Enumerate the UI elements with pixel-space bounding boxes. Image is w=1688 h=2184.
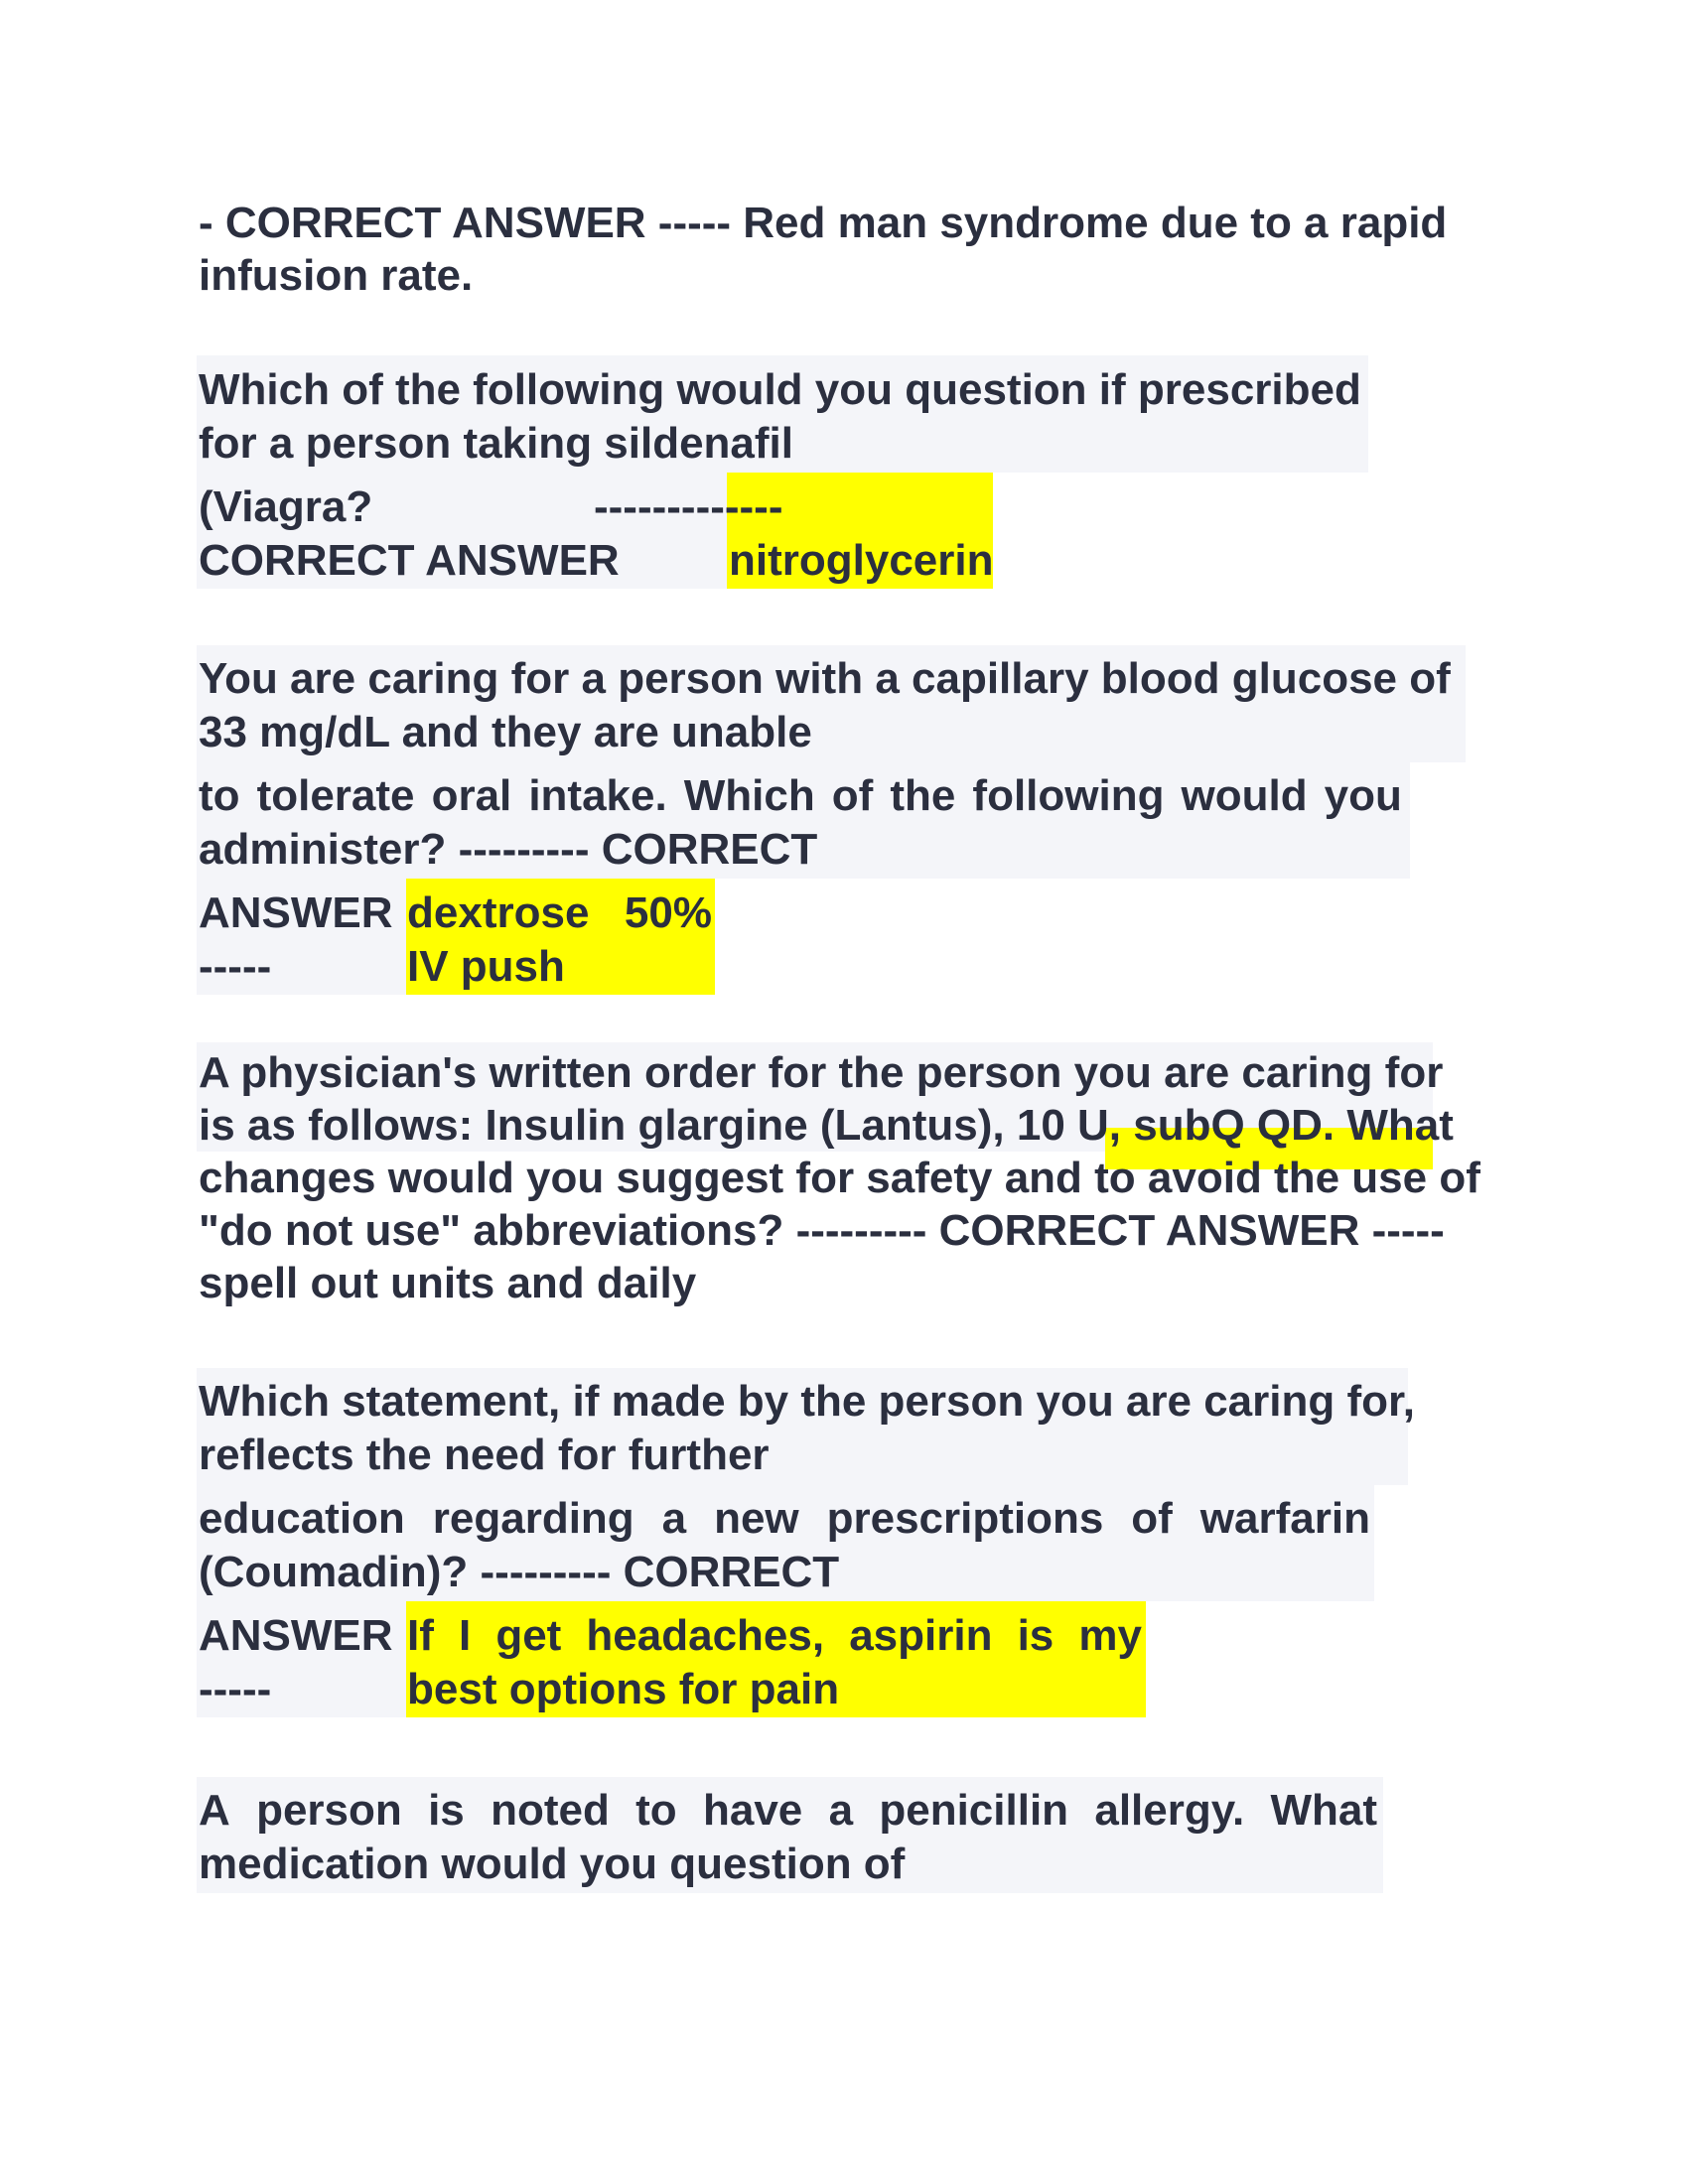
correct-answer-label: CORRECT ANSWER <box>199 536 620 585</box>
question-line: (Coumadin)? --------- CORRECT <box>199 1548 840 1596</box>
question-line: for a person taking sildenafil <box>199 419 794 468</box>
question-line: You are caring for a person with a capillary blood glucose of <box>199 654 1451 703</box>
word: A <box>199 1786 230 1835</box>
word: to <box>199 771 240 820</box>
word: person <box>256 1786 402 1835</box>
word: oral <box>431 771 512 820</box>
word: a <box>828 1786 854 1835</box>
word: education <box>199 1494 405 1543</box>
answer-word: 50% <box>624 888 712 937</box>
answer-word: is <box>1017 1611 1055 1660</box>
word: of <box>831 771 874 820</box>
correct-answer-label: ANSWER <box>199 1611 393 1660</box>
word: new <box>714 1494 799 1543</box>
question-line: is as follows: Insulin glargine (Lantus), 10 U, subQ QD. What <box>199 1101 1454 1150</box>
question-line: changes would you suggest for safety and to avoid the use of <box>199 1154 1480 1202</box>
answer-word: If <box>407 1611 434 1660</box>
word: noted <box>491 1786 610 1835</box>
word: Which <box>683 771 815 820</box>
question-line: reflects the need for further <box>199 1431 770 1479</box>
word: allergy. <box>1094 1786 1245 1835</box>
word: following <box>972 771 1165 820</box>
answer-text-justified <box>407 887 712 939</box>
word: tolerate <box>256 771 415 820</box>
word: regarding <box>432 1494 634 1543</box>
word: to <box>635 1786 677 1835</box>
question-line: Which statement, if made by the person you are caring for, <box>199 1377 1415 1426</box>
question-line: (Viagra? <box>199 482 373 531</box>
word: prescriptions <box>826 1494 1104 1543</box>
answer-word: dextrose <box>407 888 590 937</box>
word: warfarin <box>1199 1494 1370 1543</box>
question-line-justified <box>199 1492 1370 1545</box>
answer-text-justified <box>407 1609 1142 1662</box>
correct-answer-label: ANSWER <box>199 888 393 937</box>
question-line: medication would you question of <box>199 1840 906 1888</box>
answer-line: infusion rate. <box>199 251 474 300</box>
answer-text: IV push <box>407 942 565 991</box>
word: is <box>428 1786 465 1835</box>
answer-word: headaches, <box>586 1611 825 1660</box>
dash-separator: ----- <box>199 942 272 991</box>
answer-line: spell out units and daily <box>199 1259 697 1307</box>
word: have <box>702 1786 803 1835</box>
question-line: Which of the following would you question if prescribed <box>199 365 1361 414</box>
word: a <box>661 1494 687 1543</box>
question-line: "do not use" abbreviations? --------- CORRECT ANSWER ----- <box>199 1206 1445 1255</box>
word: penicillin <box>879 1786 1069 1835</box>
answer-word: aspirin <box>849 1611 993 1660</box>
answer-word: get <box>495 1611 562 1660</box>
answer-word: I <box>458 1611 472 1660</box>
word: the <box>890 771 956 820</box>
word: intake. <box>528 771 667 820</box>
answer-line: - CORRECT ANSWER ----- Red man syndrome due to a rapid <box>199 199 1448 247</box>
answer-text: nitroglycerin <box>729 536 994 585</box>
answer-word: my <box>1078 1611 1142 1660</box>
question-line-justified <box>199 769 1402 822</box>
question-line: A physician's written order for the person you are caring for <box>199 1048 1444 1097</box>
word: What <box>1270 1786 1377 1835</box>
word: would <box>1181 771 1308 820</box>
question-line-justified <box>199 1784 1377 1837</box>
question-line: 33 mg/dL and they are unable <box>199 708 812 756</box>
answer-text: best options for pain <box>407 1665 840 1713</box>
dash-separator: ----- <box>199 1665 272 1713</box>
dash-separator: ------------- <box>594 482 783 531</box>
word: you <box>1324 771 1402 820</box>
word: of <box>1131 1494 1173 1543</box>
question-line: administer? --------- CORRECT <box>199 825 818 874</box>
